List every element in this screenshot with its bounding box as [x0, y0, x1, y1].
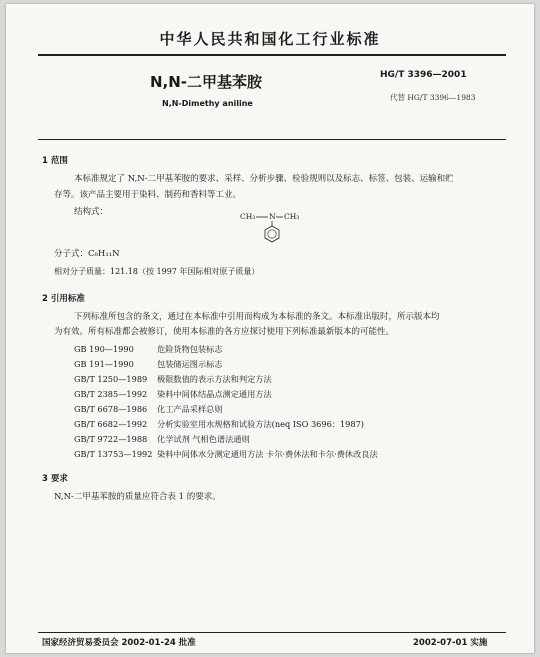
- reference-code: GB/T 13753—1992: [74, 449, 153, 459]
- molecular-mass: 相对分子质量：121.18（按 1997 年国际相对原子质量）: [54, 267, 260, 276]
- reference-code: GB/T 6678—1986: [74, 404, 148, 414]
- methyl-group-left: CH₃: [240, 212, 256, 221]
- approval-date: 国家经济贸易委员会 2002-01-24 批准: [42, 638, 196, 648]
- reference-code: GB/T 1250—1989: [74, 374, 148, 384]
- document-page: [6, 4, 534, 653]
- reference-code: GB/T 9722—1988: [74, 434, 148, 444]
- title-rule: [38, 139, 506, 140]
- section-2-heading: 2 引用标准: [42, 294, 85, 304]
- reference-title: 化工产品采样总则: [157, 404, 223, 414]
- standard-title-cn: N,N-二甲基苯胺: [150, 73, 263, 91]
- header-rule: [38, 54, 506, 56]
- reference-title: 染料中间体结晶点测定通用方法: [157, 389, 272, 399]
- reference-code: GB 191—1990: [74, 359, 134, 369]
- reference-title: 染料中间体水分测定通用方法 卡尔·费休法和卡尔·费休改良法: [157, 449, 378, 459]
- reference-title: 分析实验室用水规格和试验方法(neq ISO 3696：1987): [157, 419, 364, 429]
- issuing-organization: 中华人民共和国化工行业标准: [159, 30, 381, 48]
- implementation-date: 2002-07-01 实施: [413, 638, 488, 648]
- standard-title-en: N,N-Dimethy aniline: [162, 99, 253, 108]
- nitrogen-atom: N: [269, 212, 276, 221]
- reference-title: 极限数值的表示方法和判定方法: [157, 374, 272, 384]
- section-2-paragraph-line-1: 下列标准所包含的条文，通过在本标准中引用而构成为本标准的条文。本标准出版时，所示版本均: [74, 312, 440, 322]
- reference-code: GB/T 6682—1992: [74, 419, 148, 429]
- section-1-paragraph-line-1: 本标准规定了 N,N-二甲基苯胺的要求、采样、分析步骤、检验规则以及标志、标签、包装、运输和贮: [74, 174, 454, 184]
- reference-code: GB/T 2385—1992: [74, 389, 148, 399]
- section-1-paragraph-line-2: 存等。该产品主要用于染料、制药和香料等工业。: [54, 190, 242, 200]
- reference-title: 危险货物包装标志: [157, 344, 223, 354]
- methyl-group-right: CH₃: [284, 212, 300, 221]
- section-3-paragraph: N,N-二甲基苯胺的质量应符合表 1 的要求。: [54, 492, 221, 502]
- structure-label: 结构式：: [74, 207, 109, 217]
- replaces-standard: 代替 HG/T 3396—1983: [390, 93, 476, 102]
- section-3-heading: 3 要求: [42, 474, 68, 484]
- benzene-ring-icon: [238, 210, 308, 250]
- standard-number: HG/T 3396—2001: [380, 70, 467, 80]
- reference-title: 化学试剂 气相色谱法通则: [157, 434, 250, 444]
- structural-formula: [238, 210, 308, 250]
- reference-code: GB 190—1990: [74, 344, 134, 354]
- section-2-paragraph-line-2: 为有效。所有标准都会被修订，使用本标准的各方应探讨使用下列标准最新版本的可能性。: [54, 327, 395, 337]
- footer-rule: [38, 632, 506, 633]
- molecular-formula: 分子式：C₈H₁₁N: [54, 249, 120, 259]
- reference-title: 包装储运图示标志: [157, 359, 223, 369]
- section-1-heading: 1 范围: [42, 156, 68, 166]
